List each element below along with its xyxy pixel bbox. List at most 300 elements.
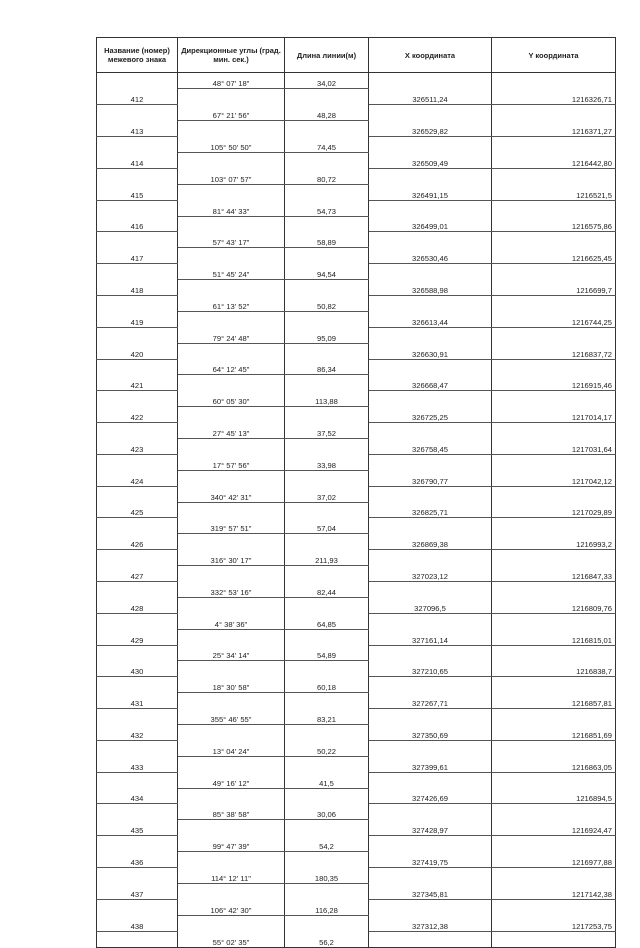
direction-angle-cell: 55° 02' 35" [178,931,285,947]
point-name-cell: 433 [97,756,178,772]
segment-row [97,740,616,756]
y-coordinate-cell: 1217042,12 [492,470,616,486]
point-name-cell: 413 [97,121,178,137]
line-length-cell [285,407,369,423]
y-coordinate-cell [492,836,616,852]
x-coordinate-cell [369,486,492,502]
x-coordinate-cell: 326588,98 [369,280,492,296]
line-length-cell: 57,04 [285,518,369,534]
point-name-cell: 416 [97,216,178,232]
segment-row [97,836,616,852]
y-coordinate-cell: 1216838,7 [492,661,616,677]
y-coordinate-cell: 1217014,17 [492,407,616,423]
point-name-cell: 428 [97,597,178,613]
y-coordinate-cell [492,868,616,884]
direction-angle-cell [178,248,285,264]
y-coordinate-cell: 1216863,05 [492,756,616,772]
y-coordinate-cell: 1216915,46 [492,375,616,391]
y-coordinate-cell [492,645,616,661]
point-name-cell [97,295,178,311]
line-length-cell [285,502,369,518]
point-name-cell: 434 [97,788,178,804]
y-coordinate-cell: 1216521,5 [492,184,616,200]
segment-row [97,105,616,121]
point-name-cell [97,550,178,566]
line-length-cell [285,280,369,296]
point-row [97,407,616,423]
y-coordinate-cell [492,772,616,788]
direction-angle-cell: 51° 45' 24" [178,264,285,280]
x-coordinate-cell: 327419,75 [369,852,492,868]
point-name-cell [97,931,178,947]
y-coordinate-cell: 1216977,88 [492,852,616,868]
line-length-cell [285,152,369,168]
header-direction-angle: Дирекционные углы (град. мин. сек.) [178,38,285,73]
point-row [97,502,616,518]
x-coordinate-cell [369,645,492,661]
x-coordinate-cell [369,359,492,375]
line-length-cell: 54,73 [285,200,369,216]
line-length-cell: 37,52 [285,423,369,439]
line-length-cell: 58,89 [285,232,369,248]
direction-angle-cell [178,470,285,486]
x-coordinate-cell: 327399,61 [369,756,492,772]
y-coordinate-cell [492,518,616,534]
direction-angle-cell [178,121,285,137]
x-coordinate-cell: 326825,71 [369,502,492,518]
segment-row [97,137,616,153]
direction-angle-cell [178,693,285,709]
segment-row [97,73,616,89]
direction-angle-cell [178,852,285,868]
x-coordinate-cell: 327312,38 [369,915,492,931]
y-coordinate-cell [492,709,616,725]
point-name-cell [97,232,178,248]
y-coordinate-cell: 1217029,89 [492,502,616,518]
line-length-cell [285,693,369,709]
y-coordinate-cell [492,200,616,216]
point-name-cell: 437 [97,883,178,899]
x-coordinate-cell: 326758,45 [369,438,492,454]
line-length-cell: 54,2 [285,836,369,852]
line-length-cell: 116,28 [285,899,369,915]
point-row [97,438,616,454]
point-name-cell [97,264,178,280]
direction-angle-cell: 103° 07' 57" [178,168,285,184]
x-coordinate-cell: 326530,46 [369,248,492,264]
direction-angle-cell [178,661,285,677]
y-coordinate-cell [492,804,616,820]
x-coordinate-cell [369,232,492,248]
direction-angle-cell: 49° 16' 12" [178,772,285,788]
x-coordinate-cell: 326725,25 [369,407,492,423]
y-coordinate-cell: 1216326,71 [492,89,616,105]
point-name-cell: 412 [97,89,178,105]
point-name-cell: 435 [97,820,178,836]
line-length-cell [285,597,369,613]
x-coordinate-cell [369,168,492,184]
line-length-cell [285,788,369,804]
x-coordinate-cell [369,264,492,280]
direction-angle-cell [178,915,285,931]
y-coordinate-cell [492,105,616,121]
point-name-cell: 427 [97,566,178,582]
y-coordinate-cell [492,931,616,947]
segment-row [97,931,616,947]
point-row [97,820,616,836]
direction-angle-cell [178,820,285,836]
header-x-coordinate: X координата [369,38,492,73]
segment-row [97,295,616,311]
direction-angle-cell: 105° 50' 50" [178,137,285,153]
line-length-cell [285,311,369,327]
direction-angle-cell [178,280,285,296]
y-coordinate-cell: 1216847,33 [492,566,616,582]
segment-row [97,232,616,248]
point-name-cell [97,613,178,629]
header-y-coordinate: Y координата [492,38,616,73]
segment-row [97,454,616,470]
point-name-cell [97,836,178,852]
x-coordinate-cell: 327096,5 [369,597,492,613]
line-length-cell: 86,34 [285,359,369,375]
y-coordinate-cell [492,327,616,343]
x-coordinate-cell [369,550,492,566]
x-coordinate-cell [369,613,492,629]
point-name-cell [97,582,178,598]
direction-angle-cell [178,375,285,391]
y-coordinate-cell: 1216442,80 [492,152,616,168]
point-row [97,470,616,486]
point-name-cell [97,899,178,915]
direction-angle-cell [178,725,285,741]
point-name-cell: 414 [97,152,178,168]
line-length-cell: 211,93 [285,550,369,566]
point-name-cell [97,804,178,820]
point-name-cell [97,200,178,216]
line-length-cell [285,121,369,137]
point-name-cell: 436 [97,852,178,868]
point-name-cell [97,645,178,661]
x-coordinate-cell: 326630,91 [369,343,492,359]
x-coordinate-cell: 327161,14 [369,629,492,645]
segment-row [97,423,616,439]
x-coordinate-cell [369,295,492,311]
y-coordinate-cell: 1216809,76 [492,597,616,613]
segment-row [97,550,616,566]
x-coordinate-cell: 326790,77 [369,470,492,486]
x-coordinate-cell [369,327,492,343]
segment-row [97,772,616,788]
direction-angle-cell: 355° 46' 55" [178,709,285,725]
point-name-cell: 426 [97,534,178,550]
line-length-cell [285,915,369,931]
y-coordinate-cell: 1217253,75 [492,915,616,931]
y-coordinate-cell [492,486,616,502]
line-length-cell: 113,88 [285,391,369,407]
segment-row [97,899,616,915]
x-coordinate-cell: 327023,12 [369,566,492,582]
y-coordinate-cell: 1216744,25 [492,311,616,327]
direction-angle-cell [178,216,285,232]
line-length-cell [285,661,369,677]
point-name-cell [97,677,178,693]
direction-angle-cell [178,883,285,899]
direction-angle-cell [178,534,285,550]
direction-angle-cell: 67° 21' 56" [178,105,285,121]
segment-row [97,359,616,375]
point-name-cell [97,518,178,534]
y-coordinate-cell [492,550,616,566]
line-length-cell [285,216,369,232]
y-coordinate-cell [492,264,616,280]
line-length-cell: 50,82 [285,295,369,311]
y-coordinate-cell: 1216993,2 [492,534,616,550]
point-row [97,693,616,709]
direction-angle-cell [178,788,285,804]
direction-angle-cell [178,311,285,327]
y-coordinate-cell: 1216851,69 [492,725,616,741]
line-length-cell: 50,22 [285,740,369,756]
direction-angle-cell: 13° 04' 24" [178,740,285,756]
point-row [97,852,616,868]
direction-angle-cell: 85° 38' 58" [178,804,285,820]
point-name-cell [97,105,178,121]
line-length-cell: 82,44 [285,582,369,598]
x-coordinate-cell: 327350,69 [369,725,492,741]
direction-angle-cell: 48° 07' 18" [178,73,285,89]
direction-angle-cell: 17° 57' 56" [178,454,285,470]
direction-angle-cell [178,629,285,645]
x-coordinate-cell [369,709,492,725]
point-name-cell: 420 [97,343,178,359]
point-name-cell: 429 [97,629,178,645]
y-coordinate-cell [492,613,616,629]
line-length-cell: 30,06 [285,804,369,820]
x-coordinate-cell: 327267,71 [369,693,492,709]
point-row [97,534,616,550]
table-header-row [97,38,616,73]
y-coordinate-cell: 1216815,01 [492,629,616,645]
line-length-cell [285,248,369,264]
point-name-cell [97,486,178,502]
point-row [97,343,616,359]
y-coordinate-cell: 1216894,5 [492,788,616,804]
y-coordinate-cell [492,677,616,693]
direction-angle-cell [178,502,285,518]
line-length-cell: 56,2 [285,931,369,947]
point-row [97,311,616,327]
point-name-cell [97,423,178,439]
line-length-cell: 54,89 [285,645,369,661]
line-length-cell: 41,5 [285,772,369,788]
direction-angle-cell: 25° 34' 14" [178,645,285,661]
y-coordinate-cell: 1216837,72 [492,343,616,359]
direction-angle-cell: 81° 44' 33" [178,200,285,216]
y-coordinate-cell [492,740,616,756]
line-length-cell: 94,54 [285,264,369,280]
direction-angle-cell: 4° 38' 36" [178,613,285,629]
x-coordinate-cell: 326668,47 [369,375,492,391]
point-name-cell [97,454,178,470]
point-name-cell [97,772,178,788]
point-name-cell: 430 [97,661,178,677]
x-coordinate-cell: 327210,65 [369,661,492,677]
y-coordinate-cell [492,391,616,407]
segment-row [97,518,616,534]
direction-angle-cell: 99° 47' 39" [178,836,285,852]
x-coordinate-cell [369,836,492,852]
point-name-cell [97,73,178,89]
y-coordinate-cell [492,582,616,598]
x-coordinate-cell [369,804,492,820]
y-coordinate-cell: 1216575,86 [492,216,616,232]
y-coordinate-cell [492,423,616,439]
x-coordinate-cell [369,740,492,756]
point-row [97,725,616,741]
segment-row [97,200,616,216]
direction-angle-cell [178,438,285,454]
direction-angle-cell: 316° 30' 17" [178,550,285,566]
point-name-cell: 438 [97,915,178,931]
segment-row [97,645,616,661]
x-coordinate-cell: 326499,01 [369,216,492,232]
line-length-cell: 33,98 [285,454,369,470]
direction-angle-cell: 57° 43' 17" [178,232,285,248]
segment-row [97,677,616,693]
segment-row [97,486,616,502]
y-coordinate-cell: 1217142,38 [492,883,616,899]
x-coordinate-cell [369,73,492,89]
x-coordinate-cell [369,868,492,884]
point-name-cell [97,709,178,725]
x-coordinate-cell: 327428,97 [369,820,492,836]
line-length-cell: 83,21 [285,709,369,725]
line-length-cell: 180,35 [285,868,369,884]
point-name-cell [97,137,178,153]
direction-angle-cell: 60° 05' 30" [178,391,285,407]
segment-row [97,613,616,629]
direction-angle-cell: 18° 30' 58" [178,677,285,693]
point-name-cell [97,327,178,343]
line-length-cell: 37,02 [285,486,369,502]
x-coordinate-cell [369,105,492,121]
point-name-cell: 421 [97,375,178,391]
x-coordinate-cell [369,677,492,693]
point-name-cell [97,168,178,184]
x-coordinate-cell: 326613,44 [369,311,492,327]
segment-row [97,264,616,280]
x-coordinate-cell [369,137,492,153]
point-row [97,915,616,931]
line-length-cell [285,89,369,105]
point-row [97,216,616,232]
y-coordinate-cell [492,232,616,248]
point-row [97,597,616,613]
line-length-cell: 74,45 [285,137,369,153]
line-length-cell: 64,85 [285,613,369,629]
point-row [97,184,616,200]
point-name-cell: 418 [97,280,178,296]
segment-row [97,709,616,725]
direction-angle-cell [178,343,285,359]
x-coordinate-cell: 326869,38 [369,534,492,550]
line-length-cell [285,343,369,359]
point-row [97,756,616,772]
x-coordinate-cell [369,423,492,439]
point-name-cell: 432 [97,725,178,741]
direction-angle-cell [178,566,285,582]
x-coordinate-cell: 326509,49 [369,152,492,168]
y-coordinate-cell [492,168,616,184]
y-coordinate-cell: 1216625,45 [492,248,616,264]
line-length-cell [285,756,369,772]
line-length-cell: 48,28 [285,105,369,121]
segment-row [97,804,616,820]
segment-row [97,391,616,407]
line-length-cell [285,883,369,899]
y-coordinate-cell [492,359,616,375]
y-coordinate-cell [492,899,616,915]
point-name-cell: 425 [97,502,178,518]
point-name-cell [97,740,178,756]
direction-angle-cell [178,152,285,168]
table-body [97,73,616,948]
line-length-cell: 95,09 [285,327,369,343]
x-coordinate-cell: 326511,24 [369,89,492,105]
line-length-cell [285,725,369,741]
segment-row [97,868,616,884]
line-length-cell [285,184,369,200]
direction-angle-cell [178,407,285,423]
point-row [97,121,616,137]
x-coordinate-cell [369,772,492,788]
x-coordinate-cell [369,391,492,407]
header-point-name: Название (номер) межевого знака [97,38,178,73]
line-length-cell [285,470,369,486]
point-row [97,883,616,899]
y-coordinate-cell: 1216371,27 [492,121,616,137]
direction-angle-cell: 332° 53' 16" [178,582,285,598]
point-row [97,566,616,582]
x-coordinate-cell [369,518,492,534]
direction-angle-cell: 106° 42' 30" [178,899,285,915]
point-row [97,280,616,296]
point-name-cell: 424 [97,470,178,486]
y-coordinate-cell [492,73,616,89]
segment-row [97,327,616,343]
direction-angle-cell [178,597,285,613]
y-coordinate-cell: 1216857,81 [492,693,616,709]
y-coordinate-cell [492,137,616,153]
x-coordinate-cell [369,454,492,470]
point-row [97,629,616,645]
x-coordinate-cell [369,931,492,947]
direction-angle-cell: 61° 13' 52" [178,295,285,311]
x-coordinate-cell: 326529,82 [369,121,492,137]
y-coordinate-cell: 1217031,64 [492,438,616,454]
direction-angle-cell: 79° 24' 48" [178,327,285,343]
point-name-cell [97,359,178,375]
line-length-cell [285,820,369,836]
point-row [97,661,616,677]
point-name-cell [97,868,178,884]
line-length-cell [285,438,369,454]
direction-angle-cell: 64° 12' 45" [178,359,285,375]
boundary-coordinates-sheet [96,37,615,947]
point-row [97,375,616,391]
x-coordinate-cell [369,200,492,216]
